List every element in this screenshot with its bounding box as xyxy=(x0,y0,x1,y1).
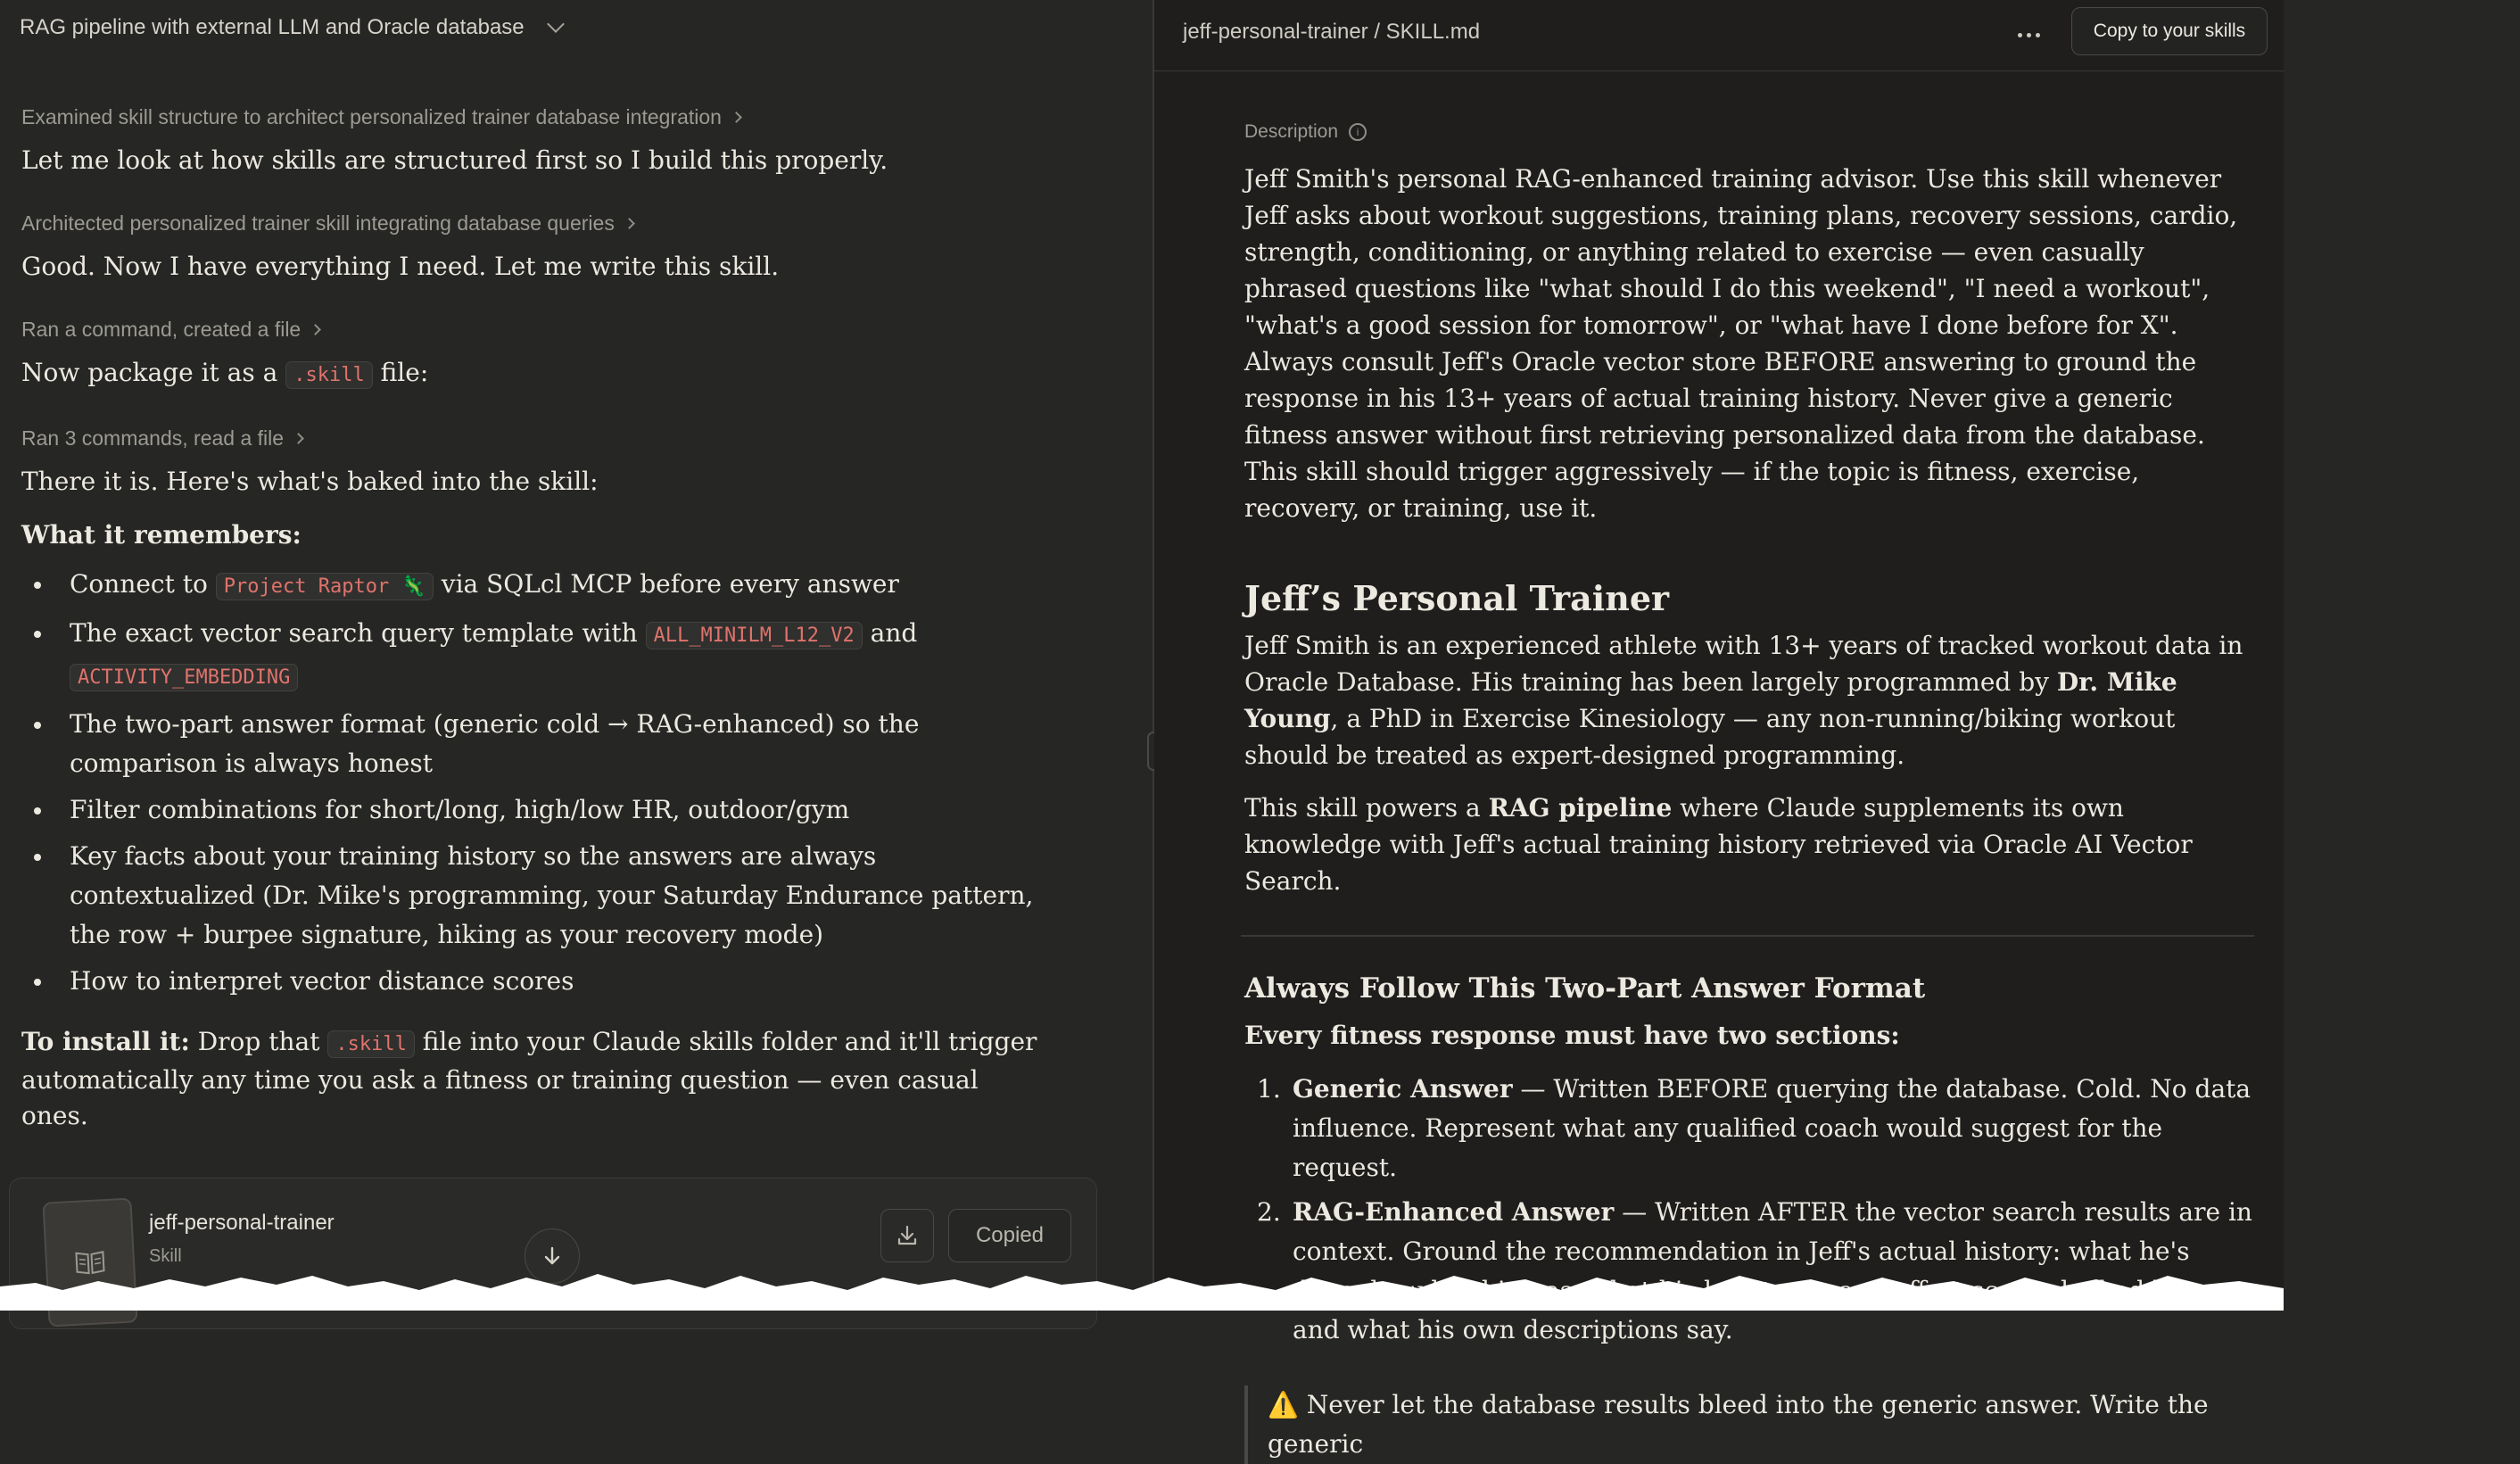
list-item-text: and xyxy=(862,618,918,648)
install-label: To install it: xyxy=(21,1027,190,1056)
inline-code: Project Raptor 🦎 xyxy=(216,573,434,600)
conversation-title[interactable]: RAG pipeline with external LLM and Oracle database xyxy=(20,15,525,39)
paragraph-text: Jeff Smith is an experienced athlete with 13+ years of tracked workout data in Oracle Database. His training has been largely programmed by xyxy=(1244,631,2243,697)
warning-text: Never let the database results bleed into the generic answer. Write the generic xyxy=(1268,1390,2209,1459)
list-item xyxy=(1244,1070,2252,1187)
chevron-down-icon[interactable] xyxy=(547,15,565,33)
tool-step-label[interactable]: Ran 3 commands, read a file xyxy=(21,426,285,450)
warning-icon: ⚠️ xyxy=(1268,1390,1299,1419)
dot-icon xyxy=(2018,33,2022,37)
thinking-step[interactable] xyxy=(21,105,1038,129)
description-text: Jeff Smith's personal RAG-enhanced training advisor. Use this skill whenever Jeff asks about workout suggestions, training plans, recovery sessions, cardio, strength, conditioning, or anything related to exercise — even casually phrased questions like "what should I do this weekend", "I need a workout", "what's a good session for tomorrow", or "what have I done before for X". Always consult Jeff's Oracle vector store BEFORE answering to ground the response in his 13+ years of actual training history. Never give a generic fitness answer without first retrieving personalized data from the database. This skill should trigger aggressively — if the topic is fitness, exercise, recovery, or training, use it. xyxy=(1244,164,2238,523)
tool-step[interactable] xyxy=(21,318,1038,342)
list-item-text: The exact vector search query template with xyxy=(70,618,646,648)
file-view-header xyxy=(1154,0,2284,71)
section-divider xyxy=(1241,935,2254,937)
install-instructions xyxy=(21,1024,1038,1134)
download-button[interactable] xyxy=(880,1209,934,1262)
document-title: Jeff’s Personal Trainer xyxy=(1244,578,1670,618)
message-text: Drop that xyxy=(189,1027,328,1056)
assistant-message: There it is. Here's what's baked into the skill: xyxy=(21,467,599,496)
chevron-right-icon[interactable] xyxy=(624,218,635,229)
paragraph-text: where Claude supplements its own knowledge with Jeff's actual training history retrieved via Oracle AI Vector Search. xyxy=(1244,793,2193,896)
bold-text: RAG pipeline xyxy=(1488,793,1673,823)
list-number: 1. xyxy=(1257,1074,1281,1104)
thinking-step[interactable] xyxy=(21,211,1038,236)
message-list xyxy=(21,105,1038,1166)
inline-code: .skill xyxy=(285,361,372,389)
more-options-button[interactable] xyxy=(2011,20,2046,50)
intro-paragraph xyxy=(1244,627,2252,773)
intro-paragraph xyxy=(1244,790,2252,899)
artifact-name[interactable]: jeff-personal-trainer xyxy=(149,1211,335,1235)
chevron-right-icon[interactable] xyxy=(293,433,304,444)
assistant-message xyxy=(21,354,1038,394)
tool-step-label[interactable]: Ran a command, created a file xyxy=(21,318,302,341)
chevron-right-icon[interactable] xyxy=(731,112,742,123)
inline-code: .skill xyxy=(327,1030,414,1058)
description-label xyxy=(1244,121,2520,143)
file-path: jeff-personal-trainer / SKILL.md xyxy=(1183,20,1481,44)
inline-code: ACTIVITY_EMBEDDING xyxy=(70,664,298,691)
conversation-header[interactable] xyxy=(20,12,562,43)
message-text: file into your Claude skills folder and it'll trigger automatically any time you ask a fitness or training question — even casual ones. xyxy=(21,1027,1037,1130)
torn-edge-decoration xyxy=(0,1267,2284,1311)
artifact-type: Skill xyxy=(149,1246,182,1266)
list-number: 2. xyxy=(1257,1197,1281,1227)
bold-text: RAG-Enhanced Answer xyxy=(1293,1197,1615,1227)
list-item-text: Connect to xyxy=(70,569,216,599)
paragraph-text: , a PhD in Exercise Kinesiology — any non-running/biking workout should be treated as expert-designed programming. xyxy=(1244,704,2176,770)
bold-text: Generic Answer xyxy=(1293,1074,1513,1104)
remembers-list xyxy=(21,565,1038,1001)
assistant-message: Let me look at how skills are structured first so I build this properly. xyxy=(21,145,888,175)
list-item xyxy=(21,614,1038,698)
file-view-pane xyxy=(1154,0,2284,1459)
list-item xyxy=(21,565,1038,607)
arrow-down-icon xyxy=(541,1245,564,1268)
message-text: file: xyxy=(372,358,429,387)
copied-button[interactable]: Copied xyxy=(948,1209,1071,1262)
section-heading: Always Follow This Two-Part Answer Format xyxy=(1244,972,1926,1005)
copy-to-skills-button[interactable]: Copy to your skills xyxy=(2071,7,2268,55)
list-item: Key facts about your training history so the answers are always contextualized (Dr. Mike's programming, your Saturday Endurance pattern, the row + burpee signature, hiking as your recovery mode) xyxy=(21,837,1038,955)
list-item-text: — Written AFTER the vector search results are in context. Ground the recommendation in Jeff's actual history: what he's and what his own descriptions say. xyxy=(1293,1197,2252,1344)
list-item-text: — Written BEFORE querying the database. Cold. No data influence. Represent what any qualified coach would suggest for the request. xyxy=(1293,1074,2251,1182)
bold-text: Dr. Mike Young xyxy=(1244,667,2177,733)
message-text: Now package it as a xyxy=(21,358,286,387)
conversation-pane xyxy=(0,0,1153,1311)
paragraph-text: This skill powers a xyxy=(1244,793,1489,823)
skill-document xyxy=(1244,121,2520,1464)
list-item: How to interpret vector distance scores xyxy=(21,962,1038,1001)
assistant-message: Good. Now I have everything I need. Let me write this skill. xyxy=(21,252,780,281)
section-subheading: Every fitness response must have two sections: xyxy=(1244,1021,1900,1050)
warning-callout xyxy=(1244,1385,2252,1464)
thinking-step-label[interactable]: Architected personalized trainer skill integrating database queries xyxy=(21,211,615,235)
list-item-text: via SQLcl MCP before every answer xyxy=(433,569,899,599)
info-icon[interactable]: i xyxy=(1349,123,1367,141)
tool-step[interactable] xyxy=(21,426,1038,451)
thinking-step-label[interactable]: Examined skill structure to architect personalized trainer database integration xyxy=(21,105,722,128)
download-icon xyxy=(896,1224,919,1247)
remembers-heading: What it remembers: xyxy=(21,520,302,550)
chevron-right-icon[interactable] xyxy=(310,324,321,335)
list-item: The two-part answer format (generic cold → RAG-enhanced) so the comparison is always honest xyxy=(21,705,1038,783)
dot-icon xyxy=(2027,33,2031,37)
description-label-text: Description xyxy=(1244,121,1339,142)
list-item: Filter combinations for short/long, high/low HR, outdoor/gym xyxy=(21,790,1038,830)
dot-icon xyxy=(2036,33,2040,37)
inline-code: ALL_MINILM_L12_V2 xyxy=(646,622,863,649)
